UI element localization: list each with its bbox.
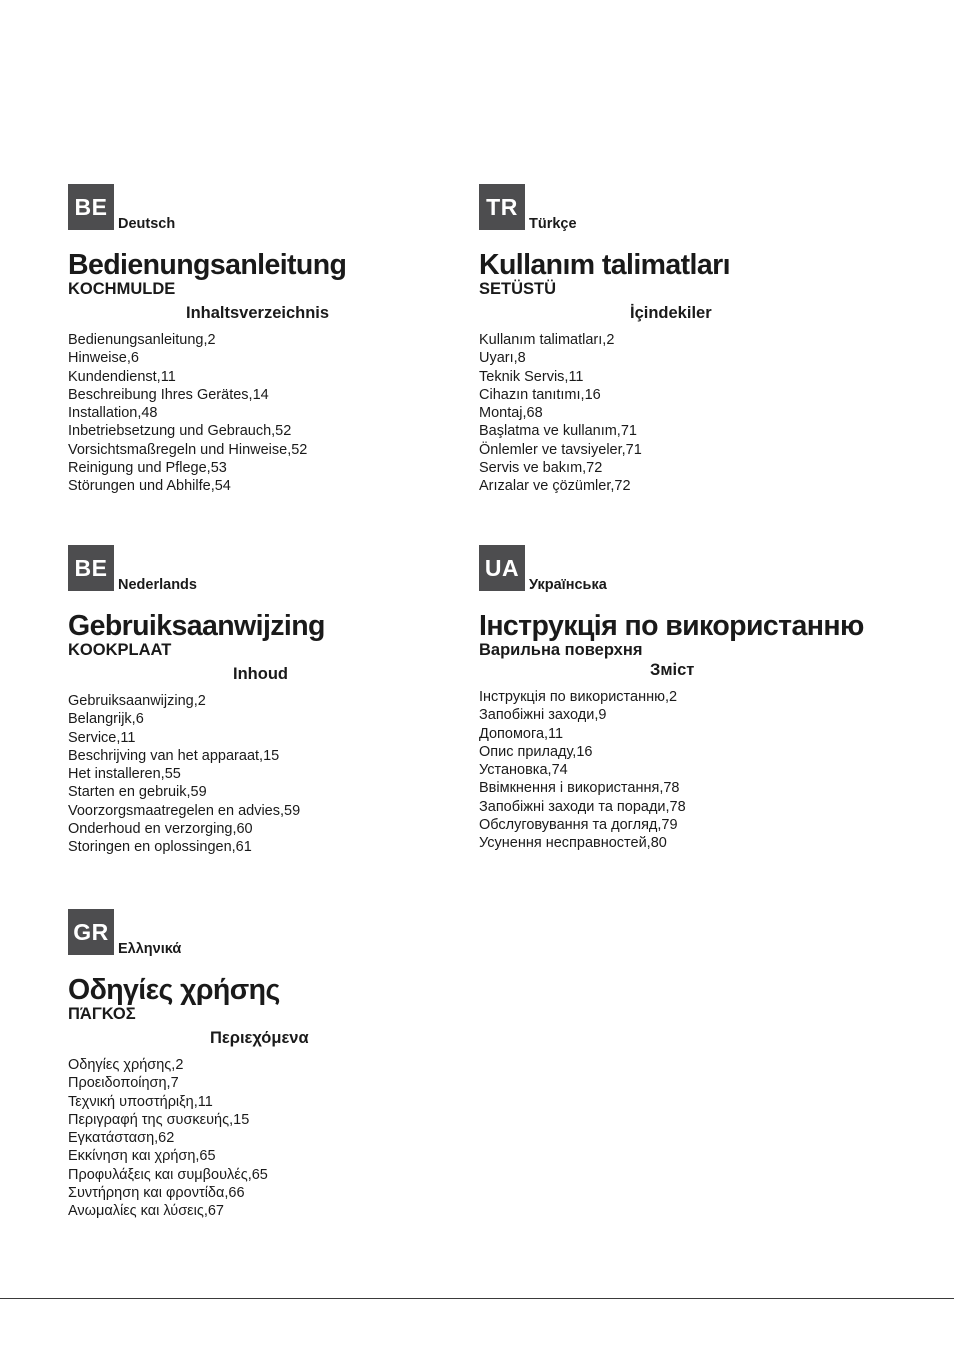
toc-item: Het installeren,55 xyxy=(68,766,181,783)
language-label: Українська xyxy=(529,577,607,593)
language-label: Ελληνικά xyxy=(118,941,182,957)
product-subtitle: Варильна поверхня xyxy=(479,641,643,659)
toc-list xyxy=(68,692,508,857)
section-tr xyxy=(479,184,919,496)
manual-title: Bedienungsanleitung xyxy=(68,249,347,281)
toc-item: Uyarı,8 xyxy=(479,350,526,367)
toc-item: Storingen en oplossingen,61 xyxy=(68,839,252,856)
section-ua xyxy=(479,545,919,853)
toc-item: Допомога,11 xyxy=(479,725,564,742)
toc-item: Kundendienst,11 xyxy=(68,368,176,385)
toc-item: Voorzorgsmaatregelen en advies,59 xyxy=(68,802,301,819)
language-header xyxy=(479,184,919,230)
product-subtitle: SETÜSTÜ xyxy=(479,280,557,298)
toc-item: Οδηγίες χρήσης,2 xyxy=(68,1057,184,1073)
toc-item: Installation,48 xyxy=(68,405,158,422)
toc-item: Εγκατάσταση,62 xyxy=(68,1130,175,1147)
toc-item: Запобіжні заходи та поради,78 xyxy=(479,798,686,815)
toc-item: Обслуговування та догляд,79 xyxy=(479,817,678,834)
toc-item: Συντήρηση και φροντίδα,66 xyxy=(68,1185,245,1202)
toc-item: Cihazın tanıtımı,16 xyxy=(479,386,601,403)
country-code-badge: BE xyxy=(68,545,114,591)
toc-item: Teknik Servis,11 xyxy=(479,368,584,385)
toc-item: Установка,74 xyxy=(479,762,568,779)
toc-heading: Inhaltsverzeichnis xyxy=(186,304,330,322)
language-label: Deutsch xyxy=(118,216,176,232)
product-subtitle: KOOKPLAAT xyxy=(68,641,172,659)
country-code-badge: UA xyxy=(479,545,525,591)
toc-item: Запобіжні заходи,9 xyxy=(479,707,607,724)
section-gr xyxy=(68,909,508,1221)
toc-item: Προφυλάξεις και συμβουλές,65 xyxy=(68,1166,268,1183)
language-header xyxy=(68,909,508,955)
toc-list xyxy=(479,688,919,853)
language-header xyxy=(479,545,919,591)
toc-item: Τεχνική υποστήριξη,11 xyxy=(68,1093,213,1110)
toc-item: Kullanım talimatları,2 xyxy=(479,332,615,348)
footer-divider xyxy=(0,1298,954,1299)
toc-item: Arızalar ve çözümler,72 xyxy=(479,478,631,495)
language-label: Nederlands xyxy=(118,577,197,593)
manual-title: Kullanım talimatları xyxy=(479,249,730,281)
toc-item: Onderhoud en verzorging,60 xyxy=(68,821,253,838)
manual-title: Οδηγίες χρήσης xyxy=(68,974,280,1006)
section-de xyxy=(68,184,508,496)
toc-item: Başlatma ve kullanım,71 xyxy=(479,423,637,440)
toc-item: Інструкція по використанню,2 xyxy=(479,689,678,705)
toc-item: Усунення несправностей,80 xyxy=(479,835,667,852)
toc-list xyxy=(68,331,508,496)
manual-title: Gebruiksaanwijzing xyxy=(68,610,325,642)
toc-item: Belangrijk,6 xyxy=(68,711,144,728)
toc-item: Опис приладу,16 xyxy=(479,743,593,760)
toc-list xyxy=(479,331,919,496)
toc-item: Vorsichtsmaßregeln und Hinweise,52 xyxy=(68,441,308,458)
toc-item: Εκκίνηση και χρήση,65 xyxy=(68,1148,216,1165)
toc-item: Beschrijving van het apparaat,15 xyxy=(68,747,280,764)
toc-item: Ввімкнення і використання,78 xyxy=(479,780,680,797)
language-header xyxy=(68,184,508,230)
toc-item: Περιγραφή της συσκευής,15 xyxy=(68,1111,250,1128)
toc-item: Service,11 xyxy=(68,729,136,746)
product-subtitle: ΠΆΓΚΟΣ xyxy=(68,1005,136,1023)
toc-item: Gebruiksaanwijzing,2 xyxy=(68,693,206,709)
toc-heading: Περιεχόμενα xyxy=(210,1029,309,1047)
language-label: Türkçe xyxy=(529,216,577,232)
toc-heading: Зміст xyxy=(650,661,695,679)
manual-title: Інструкція по використанню xyxy=(479,610,864,642)
toc-heading: Inhoud xyxy=(233,665,288,683)
section-nl xyxy=(68,545,508,857)
country-code-badge: TR xyxy=(479,184,525,230)
toc-item: Beschreibung Ihres Gerätes,14 xyxy=(68,386,269,403)
toc-item: Ανωμαλίες και λύσεις,67 xyxy=(68,1203,224,1220)
toc-heading: İçindekiler xyxy=(630,304,712,322)
toc-item: Inbetriebsetzung und Gebrauch,52 xyxy=(68,423,292,440)
language-header xyxy=(68,545,508,591)
toc-item: Bedienungsanleitung,2 xyxy=(68,332,216,348)
toc-list xyxy=(68,1056,508,1221)
toc-item: Montaj,68 xyxy=(479,405,543,422)
toc-item: Starten en gebruik,59 xyxy=(68,784,207,801)
country-code-badge: BE xyxy=(68,184,114,230)
toc-item: Προειδοποίηση,7 xyxy=(68,1075,179,1092)
toc-item: Hinweise,6 xyxy=(68,350,139,367)
toc-item: Servis ve bakım,72 xyxy=(479,460,603,477)
product-subtitle: KOCHMULDE xyxy=(68,280,176,298)
toc-item: Reinigung und Pflege,53 xyxy=(68,460,227,477)
country-code-badge: GR xyxy=(68,909,114,955)
toc-item: Önlemler ve tavsiyeler,71 xyxy=(479,441,642,458)
toc-item: Störungen und Abhilfe,54 xyxy=(68,478,231,495)
